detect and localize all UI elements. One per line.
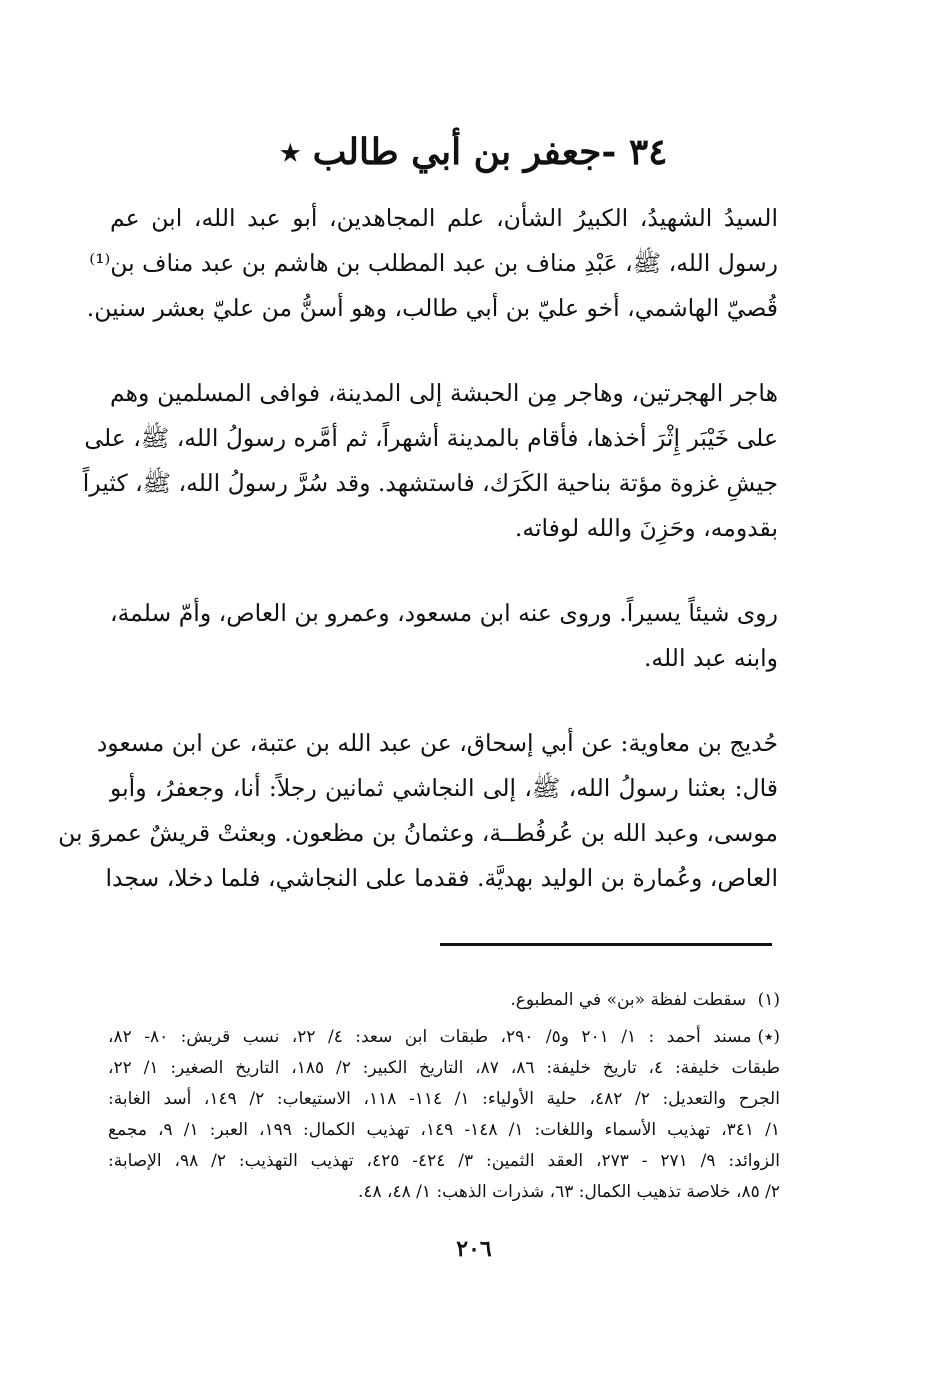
footnote-1 [108, 985, 780, 1016]
text-line: وابنه عبد الله. [643, 644, 778, 672]
source-text: مسند أحمد : ١/ ٢٠١ و٥/ ٢٩٠، طبقات ابن سعد: ٤/ ٢٢، نسب قريش: ٨٠- ٨٢، [108, 1027, 752, 1047]
paragraph-intro [86, 196, 778, 331]
text-line: موسى، وعبد الله بن عُرفُطــة، وعثمانُ بن مظعون. وبعثتْ قريشٌ عمروَ بن [58, 819, 778, 847]
text-line: جيشِ غزوة مؤتة بناحية الكَرَك، فاستشهد. وقد سُرَّ رسولُ الله، ﷺ، كثيراً [82, 469, 778, 497]
text-line: هاجر الهجرتين، وهاجر مِن الحبشة إلى المدينة، فوافى المسلمين وهم [110, 379, 778, 407]
text-line: قُصيّ الهاشمي، أخو عليّ بن أبي طالب، وهو أسنُّ من عليّ بعشر سنين. [86, 294, 778, 322]
text-line: العاص، وعُمارة بن الوليد بهديَّة. فقدما على النجاشي، فلما دخلا، سجدا [105, 864, 778, 892]
text-line: رسول الله، ﷺ، عَبْدِ مناف بن عبد المطلب بن هاشم بن عبد مناف بن⁽¹⁾ [89, 249, 778, 277]
paragraph-hadith [58, 721, 778, 901]
footnote-text: سقطت لفظة «بن» في المطبوع. [510, 990, 747, 1010]
source-line: ١/ ٣٤١، تهذيب الأسماء واللغات: ١/ ١٤٨- ١٤٩، تهذيب الكمال: ١٩٩، العبر: ١/ ٩، مجمع [108, 1120, 780, 1140]
text-line: على خَيْبَر إِثْرَ أخذها، فأقام بالمدينة أشهراً، ثم أمَّره رسولُ الله، ﷺ، على [84, 424, 778, 452]
source-line: الجرح والتعديل: ٢/ ٤٨٢، حلية الأولياء: ١/ ١١٤- ١١٨، الاستيعاب: ٢/ ١٤٩، أسد الغابة: [108, 1089, 780, 1109]
main-text [58, 196, 778, 941]
text-line: روى شيئاً يسيراً. وروى عنه ابن مسعود، وعمرو بن العاص، وأمّ سلمة، [110, 599, 778, 627]
source-line: طبقات خليفة: ٤، تاريخ خليفة: ٨٦، ٨٧، التاريخ الكبير: ٢/ ١٨٥، التاريخ الصغير: ١/ ٢٢، [108, 1058, 781, 1078]
chapter-title: ٣٤ -جعفر بن أبي طالب ٭ [280, 131, 668, 173]
paragraph-narration [110, 591, 778, 681]
text-line: قال: بعثنا رسولُ الله، ﷺ، إلى النجاشي ثمانين رجلاً: أنا، وجعفرُ، وأبو [110, 774, 778, 802]
footnote-divider [440, 943, 772, 946]
footnote-marker: (١) [757, 990, 780, 1010]
footnotes [108, 985, 780, 1214]
source-line: الزوائد: ٩/ ٢٧١ - ٢٧٣، العقد الثمين: ٣/ ٤٢٤- ٤٢٥، تهذيب التهذيب: ٢/ ٩٨، الإصابة: [108, 1151, 781, 1171]
source-line: ٢/ ٨٥، خلاصة تذهيب الكمال: ٦٣، شذرات الذهب: ١/ ٤٨، ٤٨. [357, 1182, 780, 1202]
text-line: بقدومه، وحَزِنَ والله لوفاته. [514, 514, 778, 542]
page-number: ٢٠٦ [456, 1236, 492, 1262]
text-line: حُديج بن معاوية: عن أبي إسحاق، عن عبد الله بن عتبة، عن ابن مسعود [96, 729, 778, 757]
footnote-sources [108, 1022, 780, 1208]
footnote-marker: (٭) [757, 1027, 780, 1047]
source-line [108, 1022, 780, 1053]
text-line: السيدُ الشهيدُ، الكبيرُ الشأن، علم المجاهدين، أبو عبد الله، ابن عم [110, 204, 778, 232]
paragraph-migration [82, 371, 778, 551]
